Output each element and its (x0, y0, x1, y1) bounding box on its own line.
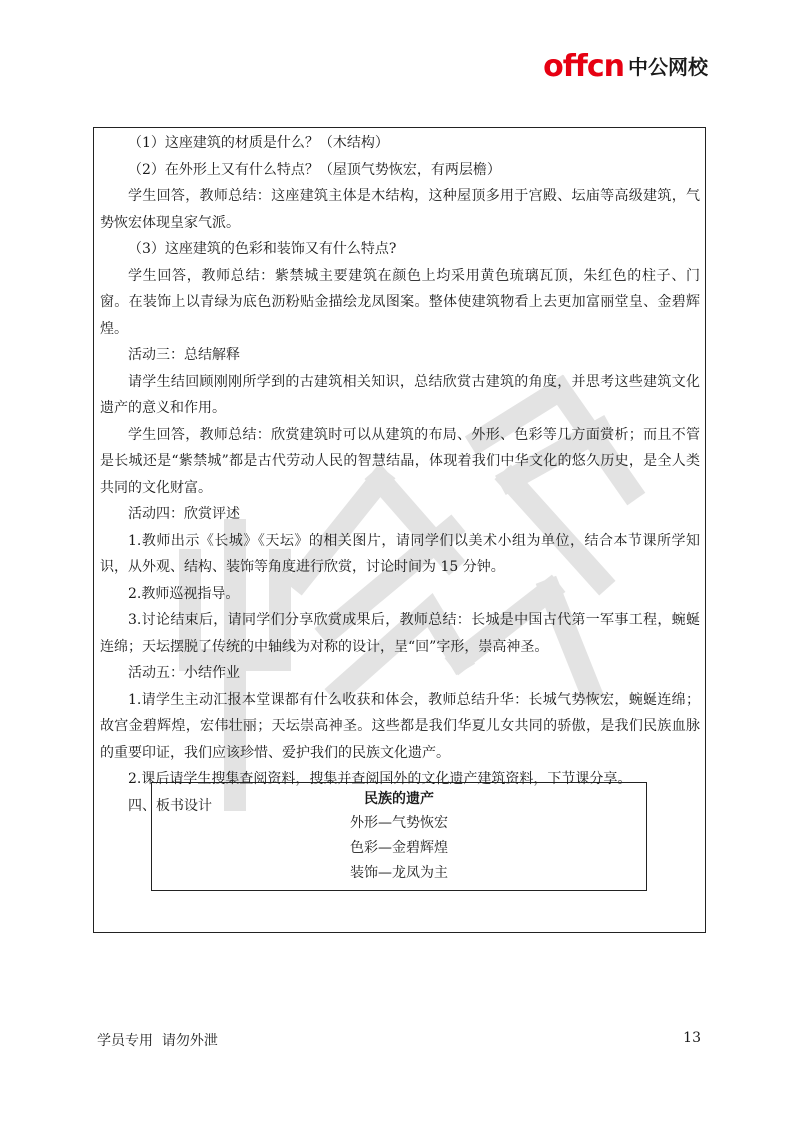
logo-word: offcn (543, 49, 624, 84)
board-line: 色彩—金碧辉煌 (350, 840, 448, 856)
paragraph: 学生回答，教师总结：这座建筑主体是木结构，这种屋顶多用于宫殿、坛庙等高级建筑，气势恢宏体现皇家气派。 (100, 188, 700, 231)
paragraph: （3）这座建筑的色彩和装饰又有什么特点? (128, 241, 397, 257)
footer-notice: 学员专用 请勿外泄 (97, 1033, 218, 1049)
paragraph: 1.教师出示《长城》《天坛》的相关图片，请同学们以美术小组为单位，结合本节课所学知识，从外观、结构、装饰等角度进行欣赏，讨论时间为 15 分钟。 (100, 532, 700, 575)
board-line: 装饰—龙凤为主 (350, 865, 448, 881)
paragraph: 3.讨论结束后，请同学们分享欣赏成果后，教师总结：长城是中国古代第一军事工程，蜿蜒连绵；天坛摆脱了传统的中轴线为对称的设计，呈“回”字形，崇高神圣。 (100, 612, 700, 655)
paragraph: 1.请学生主动汇报本堂课都有什么收获和体会，教师总结升华：长城气势恢宏，蜿蜒连绵；故宫金碧辉煌，宏伟壮丽；天坛崇高神圣。这些都是我们华夏儿女共同的骄傲，是我们民族血脉的重要印证，我们应该珍惜、爱护我们的民族文化遗产。 (100, 691, 700, 761)
activity-heading: 活动三：总结解释 (128, 347, 240, 363)
paragraph: 2.教师巡视指导。 (128, 585, 240, 602)
board-title: 民族的遗产 (364, 791, 434, 807)
paragraph: 学生回答，教师总结：紫禁城主要建筑在颜色上均采用黄色琉璃瓦顶，朱红色的柱子、门窗。在装饰上以青绿为底色沥粉贴金描绘龙凤图案。整体使建筑物看上去更加富丽堂皇、金碧辉煌。 (100, 267, 700, 337)
paragraph: （1）这座建筑的材质是什么？（木结构） (128, 135, 389, 151)
brand-logo (543, 49, 708, 84)
board-line: 外形—气势恢宏 (350, 815, 448, 831)
section-heading: 四、板书设计 (128, 797, 212, 814)
page-number: 13 (683, 1030, 701, 1046)
board-design-box (151, 782, 647, 891)
paragraph: 请学生结回顾刚刚所学到的古建筑相关知识，总结欣赏古建筑的角度，并思考这些建筑文化遗产的意义和作用。 (100, 373, 700, 416)
logo-chinese: 中公网校 (628, 55, 708, 79)
lesson-content (100, 130, 700, 819)
paragraph: （2）在外形上又有什么特点？（屋顶气势恢宏，有两层檐） (128, 161, 501, 178)
paragraph: 学生回答，教师总结：欣赏建筑时可以从建筑的布局、外形、色彩等几方面赏析；而且不管是长城还是“紫禁城”都是古代劳动人民的智慧结晶，体现着我们中华文化的悠久历史，是全人类共同的文化财富。 (100, 426, 700, 496)
activity-heading: 活动四：欣赏评述 (128, 506, 240, 522)
paragraph: 2.课后请学生搜集查阅资料，搜集并查阅国外的文化遗产建筑资料，下节课分享。 (128, 771, 632, 787)
activity-heading: 活动五：小结作业 (128, 665, 240, 681)
